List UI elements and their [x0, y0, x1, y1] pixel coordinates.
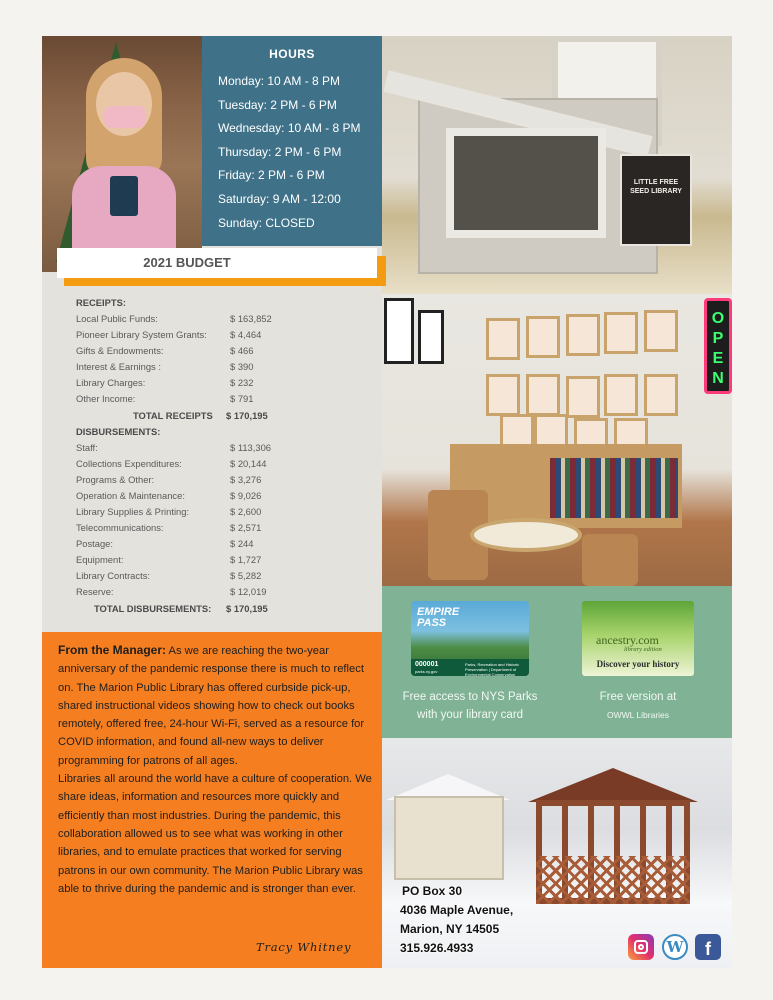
address-line-1: PO Box 30: [402, 884, 463, 898]
disbursement-label: Reserve:: [76, 586, 114, 598]
hours-panel: [202, 36, 382, 246]
facebook-icon[interactable]: f: [695, 934, 721, 960]
photo-little-free-seed-library: [382, 36, 732, 294]
disbursement-amount: $ 244: [230, 538, 254, 550]
disbursement-label: Equipment:: [76, 554, 124, 566]
receipt-amount: $ 4,464: [230, 329, 262, 341]
disbursement-label: Collections Expenditures:: [76, 457, 182, 469]
disbursement-amount: $ 9,026: [230, 489, 262, 501]
hours-thursday: Thursday: 2 PM - 6 PM: [218, 144, 342, 159]
disbursement-amount: $ 1,727: [230, 554, 262, 566]
receipt-row: [76, 359, 376, 375]
disbursement-amount: $ 12,019: [230, 586, 267, 598]
photo-reading-corner: [382, 294, 732, 586]
disbursement-row: [76, 520, 376, 536]
seed-library-sign: LITTLE FREE SEED LIBRARY: [620, 154, 692, 246]
receipt-label: Gifts & Endowments:: [76, 345, 164, 357]
disbursement-amount: $ 5,282: [230, 570, 262, 582]
receipt-label: Pioneer Library System Grants:: [76, 329, 207, 341]
address-line-3: Marion, NY 14505: [400, 922, 500, 936]
disbursement-label: Library Supplies & Printing:: [76, 505, 190, 517]
receipts-list: [76, 311, 376, 408]
receipt-amount: $ 466: [230, 345, 254, 357]
total-disbursements-label: TOTAL DISBURSEMENTS:: [94, 602, 212, 614]
disbursement-label: Operation & Maintenance:: [76, 489, 185, 501]
open-sign-letter: N: [712, 370, 724, 387]
budget-title: 2021 BUDGET: [143, 255, 231, 270]
manager-signature: Tracy Whitney: [256, 940, 352, 954]
disbursement-row: [76, 456, 376, 472]
disbursement-row: [76, 552, 376, 568]
disbursement-amount: $ 113,306: [230, 441, 272, 453]
disbursement-amount: $ 2,600: [230, 505, 262, 517]
total-disbursements-row: [76, 601, 376, 617]
receipt-amount: $ 791: [230, 393, 254, 405]
open-sign-letter: O: [711, 310, 725, 327]
budget-table: [76, 295, 376, 617]
hours-saturday: Saturday: 9 AM - 12:00: [218, 191, 341, 206]
library-card: [110, 176, 138, 216]
manager-paragraph-2: Libraries all around the world have a culture of cooperation. We share ideas, information and resources more quickly and efficiently than most industries. During the pandemic, this collaboration allowed us to see what was working in other libraries, and to emulate practices that worked for serving patrons in our own community. The Marion Public Library was able to thrive during the pandemic and is stronger than ever.: [58, 773, 372, 895]
total-receipts-label: TOTAL RECEIPTS: [133, 409, 213, 421]
round-table: [470, 518, 582, 552]
receipt-label: Other Income:: [76, 393, 136, 405]
open-sign-letter: P: [712, 330, 724, 347]
disbursement-row: [76, 440, 376, 456]
disbursement-label: Staff:: [76, 441, 98, 453]
receipt-label: Local Public Funds:: [76, 313, 158, 324]
disbursement-row: [76, 536, 376, 552]
disbursements-list: [76, 440, 376, 601]
budget-title-box: [57, 248, 377, 278]
total-disbursements-amount: $ 170,195: [226, 602, 268, 614]
disbursement-label: Telecommunications:: [76, 522, 164, 534]
disbursement-row: [76, 584, 376, 600]
receipt-label: Interest & Earnings :: [76, 361, 161, 373]
receipt-row: [76, 375, 376, 391]
empire-pass-caption: Free access to NYS Parks with your library card: [402, 691, 538, 721]
disbursement-row: [76, 488, 376, 504]
hours-wednesday: Wednesday: 10 AM - 8 PM: [218, 121, 361, 136]
receipt-row: [76, 327, 376, 343]
resources-panel: [382, 586, 732, 738]
disbursement-row: [76, 504, 376, 520]
ancestry-logo: ancestry.com: [596, 633, 659, 647]
receipt-row: [76, 343, 376, 359]
manager-heading: From the Manager:: [58, 643, 167, 657]
wordpress-icon[interactable]: W: [662, 934, 688, 960]
library-building: [394, 796, 504, 880]
empire-pass-card[interactable]: EMPIRE PASS 000001 parks.ny.gov Parks, Recreation and Historic Preservation | Department of Environmental Conservation: [411, 601, 529, 676]
disbursement-label: Library Contracts:: [76, 570, 150, 582]
receipts-heading: RECEIPTS:: [76, 297, 127, 308]
receipt-amount: $ 232: [230, 377, 254, 389]
phone-number: 315.926.4933: [400, 941, 474, 955]
library-address: [400, 882, 513, 958]
manager-note: [42, 632, 382, 968]
receipt-label: Library Charges:: [76, 377, 146, 389]
disbursement-label: Postage:: [76, 538, 114, 550]
manager-intro: As we are reaching the two-year anniversary of the pandemic response there is much to reflect on. The Marion Public Library has offered curbside pick-up, shared instructional videos showing how to check out books remotely, offered free, 24-hour Wi-Fi, served as a resource for COVID information, and found all-new ways to deliver programming for patrons of all ages.: [58, 645, 365, 767]
disbursement-row: [76, 568, 376, 584]
hours-list: [218, 70, 361, 235]
disbursement-amount: $ 3,276: [230, 473, 262, 485]
receipt-amount: $ 163,852: [230, 313, 272, 324]
address-line-2: 4036 Maple Avenue,: [400, 903, 514, 917]
receipt-row: [76, 391, 376, 407]
hours-friday: Friday: 2 PM - 6 PM: [218, 168, 325, 183]
instagram-icon[interactable]: [628, 934, 654, 960]
open-sign-letter: E: [712, 350, 724, 367]
total-receipts-amount: $ 170,195: [226, 409, 268, 421]
photo-girl-with-library-card: [42, 36, 202, 272]
hours-title: HOURS: [269, 47, 315, 61]
hours-monday: Monday: 10 AM - 8 PM: [218, 74, 341, 88]
disbursements-heading: DISBURSEMENTS:: [76, 425, 161, 437]
open-sign: [704, 298, 732, 394]
receipt-amount: $ 390: [230, 361, 254, 373]
hours-sunday: Sunday: CLOSED: [218, 215, 315, 230]
receipt-row: [76, 311, 376, 327]
hours-tuesday: Tuesday: 2 PM - 6 PM: [218, 97, 337, 112]
ancestry-library-card[interactable]: ancestry.com library edition Discover your history: [582, 601, 694, 676]
disbursement-row: [76, 472, 376, 488]
disbursement-label: Programs & Other:: [76, 473, 155, 485]
ancestry-caption: Free version at OWWL Libraries: [599, 691, 677, 720]
disbursement-amount: $ 2,571: [230, 522, 262, 534]
disbursement-amount: $ 20,144: [230, 457, 267, 469]
total-receipts-row: [76, 408, 376, 424]
